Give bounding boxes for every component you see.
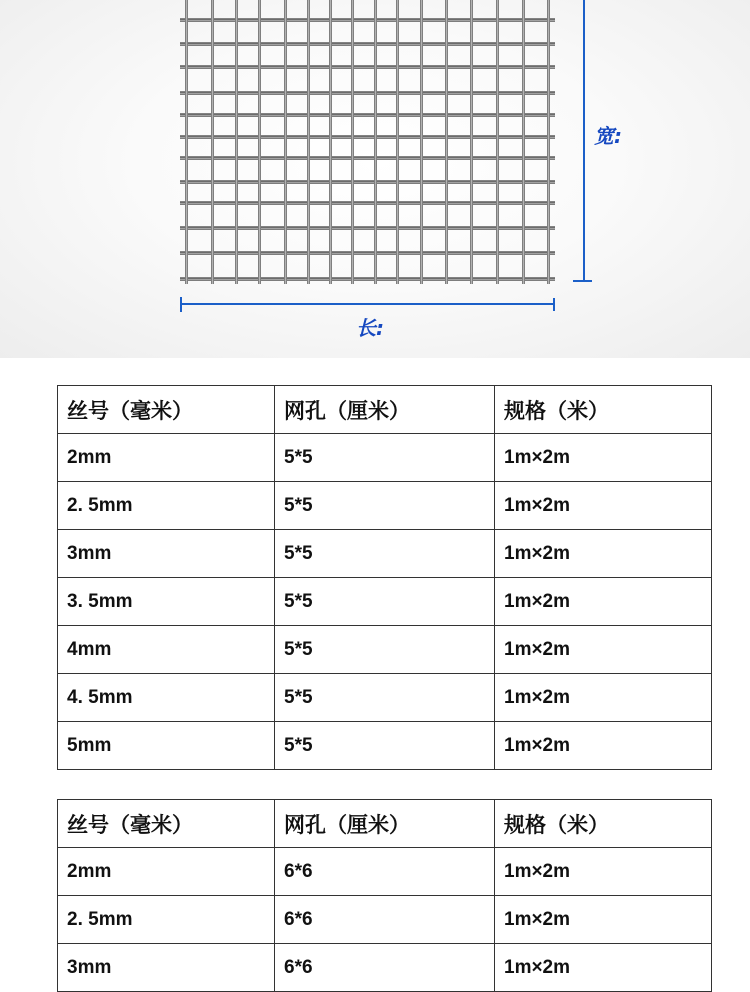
vertical-wire	[445, 0, 448, 284]
table-cell: 2. 5mm	[58, 482, 275, 530]
column-header: 规格（米）	[495, 386, 712, 434]
width-label: 宽:	[594, 124, 622, 148]
table-cell: 5*5	[275, 674, 495, 722]
vertical-wire	[351, 0, 354, 284]
table-row	[58, 674, 712, 722]
vertical-wire	[235, 0, 238, 284]
vertical-wire	[307, 0, 310, 284]
vertical-wire	[185, 0, 188, 284]
table-row	[58, 482, 712, 530]
wire-mesh-diagram	[0, 0, 750, 358]
column-header: 丝号（毫米）	[58, 800, 275, 848]
vertical-wire	[211, 0, 214, 284]
table-row	[58, 896, 712, 944]
vertical-wire	[522, 0, 525, 284]
table-cell: 5*5	[275, 626, 495, 674]
column-header: 丝号（毫米）	[58, 386, 275, 434]
column-header: 规格（米）	[495, 800, 712, 848]
vertical-wire	[396, 0, 399, 284]
spec-table-5x5	[57, 385, 712, 770]
table-cell: 6*6	[275, 896, 495, 944]
length-label: 长:	[356, 316, 384, 340]
table-cell: 5*5	[275, 578, 495, 626]
table-cell: 1m×2m	[495, 626, 712, 674]
table-row	[58, 578, 712, 626]
length-dimension-tick-left	[180, 297, 182, 312]
table-cell: 2. 5mm	[58, 896, 275, 944]
table-cell: 1m×2m	[495, 848, 712, 896]
table-cell: 5*5	[275, 530, 495, 578]
table-cell: 1m×2m	[495, 434, 712, 482]
table-cell: 5mm	[58, 722, 275, 770]
column-header: 网孔（厘米）	[275, 386, 495, 434]
length-dimension-tick-right	[553, 298, 555, 311]
table-header-row	[58, 386, 712, 434]
vertical-wire	[547, 0, 550, 284]
table-cell: 5*5	[275, 482, 495, 530]
vertical-wire	[284, 0, 287, 284]
table-row	[58, 848, 712, 896]
table-cell: 3mm	[58, 944, 275, 992]
table-cell: 3. 5mm	[58, 578, 275, 626]
table-cell: 1m×2m	[495, 578, 712, 626]
vertical-wire	[496, 0, 499, 284]
length-dimension-line	[180, 303, 555, 305]
table-cell: 5*5	[275, 722, 495, 770]
vertical-wire	[420, 0, 423, 284]
width-dimension-tick	[573, 280, 592, 282]
table-cell: 2mm	[58, 848, 275, 896]
column-header: 网孔（厘米）	[275, 800, 495, 848]
vertical-wire	[258, 0, 261, 284]
table-cell: 1m×2m	[495, 896, 712, 944]
table-cell: 6*6	[275, 848, 495, 896]
vertical-wire	[374, 0, 377, 284]
spec-table-6x6	[57, 799, 712, 992]
table-cell: 4mm	[58, 626, 275, 674]
table-cell: 3mm	[58, 530, 275, 578]
table-row	[58, 434, 712, 482]
table-row	[58, 530, 712, 578]
table-row	[58, 626, 712, 674]
width-dimension-line	[583, 0, 585, 282]
table-row	[58, 944, 712, 992]
table-cell: 1m×2m	[495, 482, 712, 530]
vertical-wire	[329, 0, 332, 284]
table-row	[58, 722, 712, 770]
table-cell: 2mm	[58, 434, 275, 482]
vertical-wire	[470, 0, 473, 284]
table-header-row	[58, 800, 712, 848]
table-cell: 6*6	[275, 944, 495, 992]
table-cell: 1m×2m	[495, 674, 712, 722]
table-cell: 5*5	[275, 434, 495, 482]
table-cell: 4. 5mm	[58, 674, 275, 722]
table-cell: 1m×2m	[495, 722, 712, 770]
table-cell: 1m×2m	[495, 530, 712, 578]
table-cell: 1m×2m	[495, 944, 712, 992]
